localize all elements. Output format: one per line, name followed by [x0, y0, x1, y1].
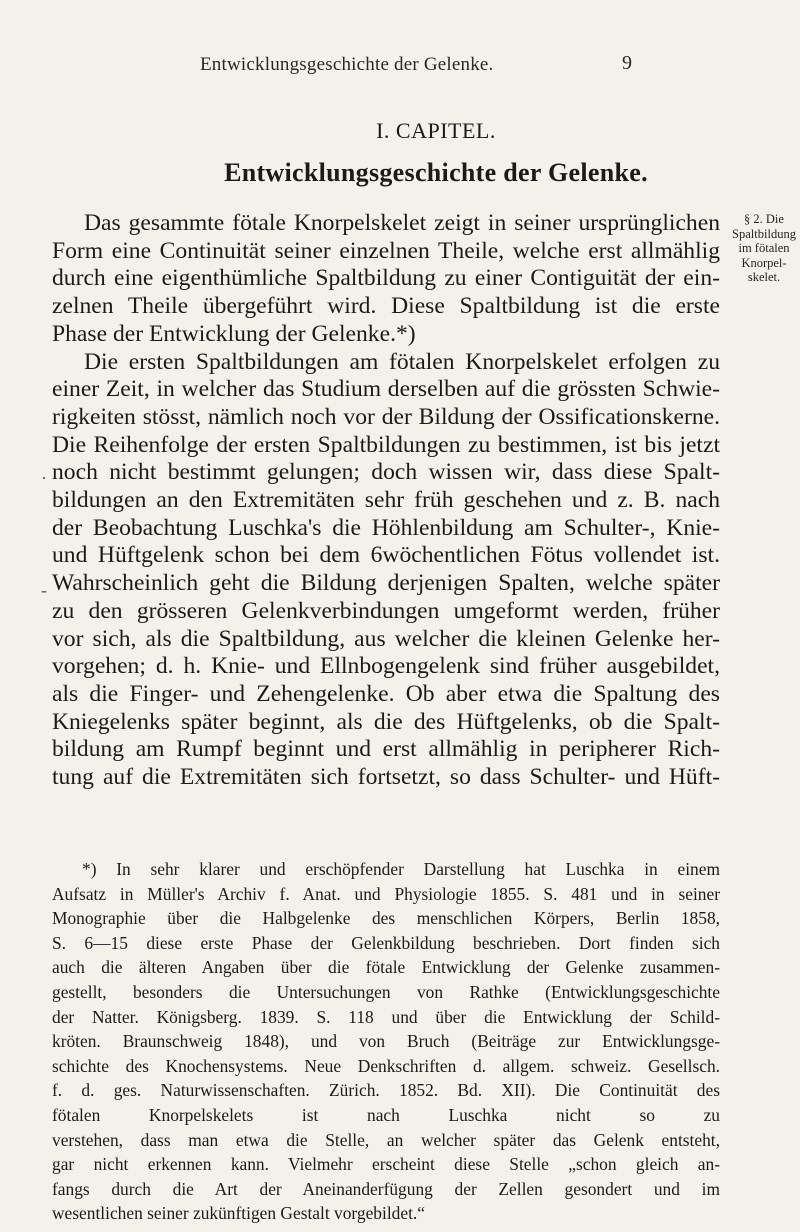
- text-line: zu den grösseren Gelenkverbindungen umgeformt werden, früher: [52, 597, 720, 624]
- footnote-line: Monographie über die Halbgelenke des menschlichen Körpers, Berlin 1858,: [52, 908, 720, 929]
- footnote-line: auch die älteren Angaben über die fötale Entwicklung der Gelenke zusammen-: [52, 957, 720, 978]
- margin-note-line: Spaltbildung: [732, 226, 796, 241]
- text-line: rigkeiten stösst, nämlich noch vor der Bildung der Ossificationskerne.: [52, 403, 720, 430]
- running-head: Entwicklungsgeschichte der Gelenke.: [200, 54, 494, 75]
- text-line: und Hüftgelenk schon bei dem 6wöchentlichen Fötus vollendet ist.: [52, 542, 720, 569]
- chapter-title: Entwicklungsgeschichte der Gelenke.: [224, 158, 648, 187]
- text-line: Die Reihenfolge der ersten Spaltbildungen zu bestimmen, ist bis jetzt: [52, 431, 720, 458]
- text-line: der Beobachtung Luschka's die Höhlenbildung am Schulter-, Knie-: [52, 514, 720, 541]
- text-line: vorgehen; d. h. Knie- und Ellnbogengelenk sind früher ausgebildet,: [52, 653, 720, 680]
- text-line: noch nicht bestimmt gelungen; doch wissen wir, dass diese Spalt-: [52, 459, 720, 486]
- text-line: zelnen Theile übergeführt wird. Diese Spaltbildung ist die erste: [52, 293, 720, 320]
- footnote-line: wesentlichen seiner zukünftigen Gestalt vorgebildet.“: [52, 1203, 425, 1224]
- footnote-line: kröten. Braunschweig 1848), und von Bruch (Beiträge zur Entwicklungsge-: [52, 1031, 720, 1052]
- margin-note-line: skelet.: [747, 270, 781, 284]
- footnote-line: Aufsatz in Müller's Archiv f. Anat. und Physiologie 1855. S. 481 und in seiner: [52, 883, 720, 904]
- text-line: einer Zeit, in welcher das Studium derselben auf die grössten Schwie-: [52, 376, 720, 403]
- footnote-line: fötalen Knorpelskelets ist nach Luschka nicht so zu: [52, 1104, 720, 1125]
- text-line: Wahrscheinlich geht die Bildung derjenigen Spalten, welche später: [52, 570, 720, 597]
- print-mark: ·: [41, 468, 47, 488]
- text-line: Phase der Entwicklung der Gelenke.*): [52, 320, 416, 347]
- text-line: bildungen an den Extremitäten sehr früh geschehen und z. B. nach: [52, 487, 720, 514]
- text-line: Das gesammte fötale Knorpelskelet zeigt in seiner ursprünglichen: [84, 210, 720, 236]
- text-line: vor sich, als die Spaltbildung, aus welcher die kleinen Gelenke her-: [52, 625, 720, 652]
- text-line: bildung am Rumpf beginnt und erst allmählig in peripherer Rich-: [52, 736, 720, 763]
- text-line: tung auf die Extremitäten sich fortsetzt, so dass Schulter- und Hüft-: [52, 764, 720, 791]
- footnote-line: schichte des Knochensystems. Neue Denkschriften d. allgem. schweiz. Gesellsch.: [52, 1055, 720, 1076]
- margin-note-line: im fötalen: [738, 241, 790, 255]
- footnote-line: *) In sehr klarer und erschöpfender Darstellung hat Luschka in einem: [82, 859, 720, 879]
- footnote-line: fangs durch die Art der Aneinanderfügung der Zellen gesondert und im: [52, 1178, 720, 1199]
- footnote: [52, 857, 720, 1226]
- footnote-line: verstehen, dass man etwa die Stelle, an welcher später das Gelenk entsteht,: [52, 1129, 720, 1150]
- margin-note-line: Knorpel-: [741, 255, 787, 270]
- footnote-line: gestellt, besonders die Untersuchungen von Rathke (Entwicklungsgeschichte: [52, 981, 720, 1002]
- main-text: [52, 210, 720, 792]
- text-line: durch eine eigenthümliche Spaltbildung zu einer Contiguität der ein-: [52, 265, 720, 292]
- text-line: Form eine Continuität seiner einzelnen Theile, welche erst allmählig: [52, 237, 720, 264]
- print-mark: -: [41, 580, 47, 600]
- page-number: 9: [622, 52, 632, 74]
- footnote-line: f. d. ges. Naturwissenschaften. Zürich. 1852. Bd. XII). Die Continuität des: [52, 1080, 720, 1101]
- text-line: Kniegelenks später beginnt, als die des Hüftgelenks, ob die Spalt-: [52, 708, 720, 735]
- footnote-line: gar nicht erkennen kann. Vielmehr erscheint diese Stelle „schon gleich an-: [52, 1154, 720, 1175]
- footnote-line: S. 6—15 diese erste Phase der Gelenkbildung beschrieben. Dort finden sich: [52, 932, 720, 953]
- text-line: als die Finger- und Zehengelenke. Ob aber etwa die Spaltung des: [52, 680, 720, 707]
- footnote-line: der Natter. Königsberg. 1839. S. 118 und über die Entwicklung der Schild-: [52, 1006, 720, 1027]
- text-line: Die ersten Spaltbildungen am fötalen Knorpelskelet erfolgen zu: [84, 348, 720, 375]
- margin-note: [728, 212, 800, 285]
- margin-note-line: § 2. Die: [744, 212, 784, 226]
- chapter-label: I. CAPITEL.: [376, 118, 496, 143]
